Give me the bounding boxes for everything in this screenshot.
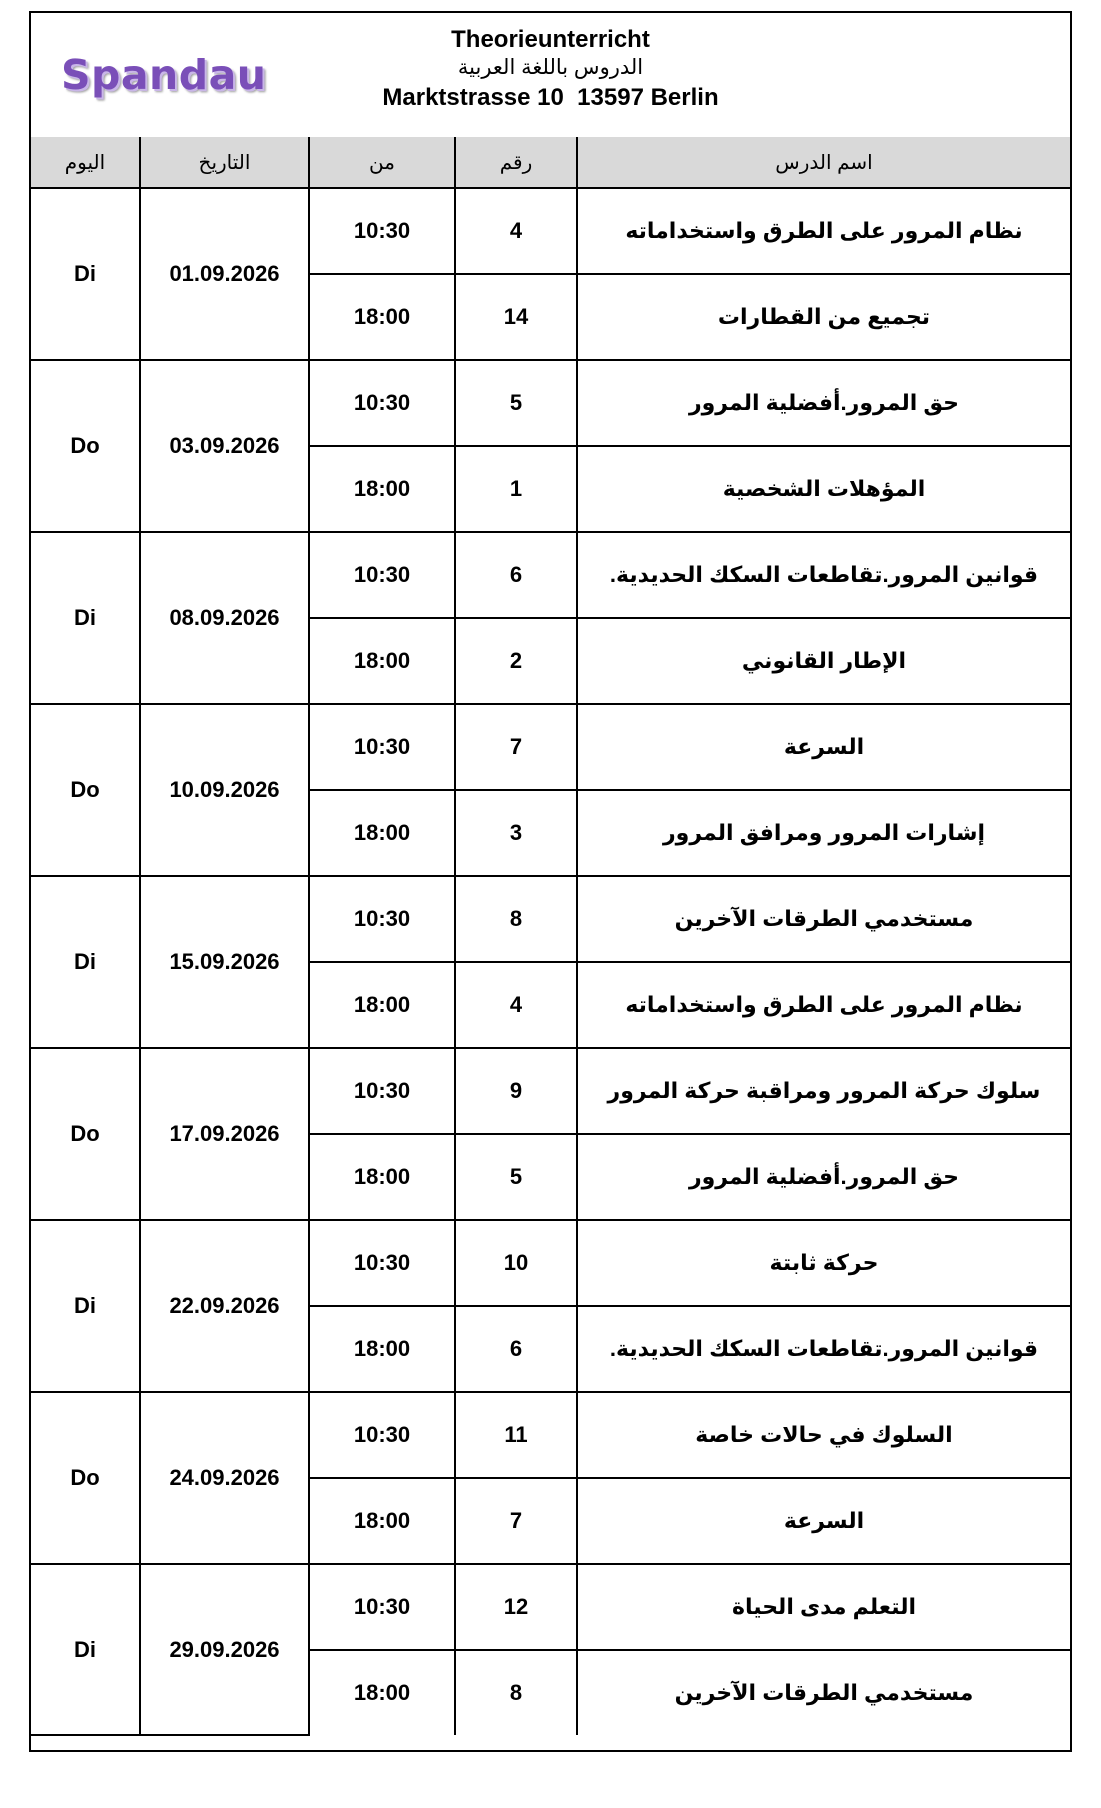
schedule-frame [29,11,1072,1752]
schedule-table [31,137,1070,1736]
day-cell: Di [31,1220,140,1392]
day-cell: Do [31,1048,140,1220]
column-header-time: من [309,137,455,188]
column-header-lesson: اسم الدرس [577,137,1070,188]
lesson-name-cell: التعلم مدى الحياة [577,1564,1070,1650]
lesson-number-cell: 6 [455,1306,577,1392]
schedule-body [31,188,1070,1735]
day-cell: Di [31,188,140,360]
lesson-name-cell: حق المرور.أفضلية المرور [577,360,1070,446]
date-cell: 08.09.2026 [140,532,309,704]
date-cell: 22.09.2026 [140,1220,309,1392]
time-cell: 18:00 [309,1650,455,1735]
lesson-name-cell: السرعة [577,1478,1070,1564]
time-cell: 18:00 [309,1306,455,1392]
day-cell: Do [31,1392,140,1564]
lesson-name-cell: المؤهلات الشخصية [577,446,1070,532]
lesson-name-cell: إشارات المرور ومرافق المرور [577,790,1070,876]
lesson-number-cell: 4 [455,962,577,1048]
lesson-number-cell: 6 [455,532,577,618]
time-cell: 18:00 [309,962,455,1048]
day-cell: Do [31,704,140,876]
lesson-number-cell: 2 [455,618,577,704]
lesson-number-cell: 3 [455,790,577,876]
lesson-name-cell: نظام المرور على الطرق واستخداماته [577,962,1070,1048]
table-row [31,188,1070,274]
table-row [31,1048,1070,1134]
lesson-name-cell: حركة ثابتة [577,1220,1070,1306]
time-cell: 10:30 [309,876,455,962]
lesson-name-cell: تجميع من القطارات [577,274,1070,360]
lesson-number-cell: 4 [455,188,577,274]
table-header-row [31,137,1070,188]
day-cell: Di [31,1564,140,1735]
lesson-number-cell: 10 [455,1220,577,1306]
lesson-number-cell: 7 [455,1478,577,1564]
lesson-name-cell: مستخدمي الطرقات الآخرين [577,876,1070,962]
lesson-number-cell: 8 [455,876,577,962]
time-cell: 18:00 [309,790,455,876]
lesson-number-cell: 7 [455,704,577,790]
table-row [31,876,1070,962]
table-row [31,532,1070,618]
lesson-number-cell: 8 [455,1650,577,1735]
time-cell: 10:30 [309,1220,455,1306]
time-cell: 18:00 [309,1134,455,1220]
lesson-name-cell: الإطار القانوني [577,618,1070,704]
lesson-number-cell: 5 [455,1134,577,1220]
lesson-name-cell: سلوك حركة المرور ومراقبة حركة المرور [577,1048,1070,1134]
lesson-number-cell: 9 [455,1048,577,1134]
date-cell: 24.09.2026 [140,1392,309,1564]
schedule-header [31,13,1070,139]
time-cell: 10:30 [309,1564,455,1650]
lesson-number-cell: 5 [455,360,577,446]
date-cell: 29.09.2026 [140,1564,309,1735]
date-cell: 15.09.2026 [140,876,309,1048]
lesson-name-cell: السلوك في حالات خاصة [577,1392,1070,1478]
page-subtitle: الدروس باللغة العربية [457,56,644,79]
lesson-name-cell: قوانين المرور.تقاطعات السكك الحديدية. [577,532,1070,618]
date-cell: 01.09.2026 [140,188,309,360]
address: Marktstrasse 10 13597 Berlin [382,84,719,111]
lesson-number-cell: 1 [455,446,577,532]
lesson-name-cell: قوانين المرور.تقاطعات السكك الحديدية. [577,1306,1070,1392]
date-cell: 03.09.2026 [140,360,309,532]
table-row [31,1564,1070,1650]
lesson-name-cell: نظام المرور على الطرق واستخداماته [577,188,1070,274]
time-cell: 18:00 [309,1478,455,1564]
date-cell: 17.09.2026 [140,1048,309,1220]
lesson-name-cell: السرعة [577,704,1070,790]
lesson-number-cell: 14 [455,274,577,360]
time-cell: 18:00 [309,274,455,360]
spandau-logo: Spandau [61,51,267,99]
page-title: Theorieunterricht [451,26,650,53]
time-cell: 10:30 [309,532,455,618]
time-cell: 10:30 [309,360,455,446]
table-row [31,1220,1070,1306]
time-cell: 10:30 [309,1048,455,1134]
column-header-date: التاريخ [140,137,309,188]
table-row [31,360,1070,446]
lesson-number-cell: 12 [455,1564,577,1650]
title-block [31,25,1070,115]
day-cell: Di [31,876,140,1048]
table-row [31,704,1070,790]
day-cell: Do [31,360,140,532]
time-cell: 18:00 [309,446,455,532]
time-cell: 10:30 [309,704,455,790]
time-cell: 18:00 [309,618,455,704]
lesson-name-cell: مستخدمي الطرقات الآخرين [577,1650,1070,1735]
day-cell: Di [31,532,140,704]
lesson-name-cell: حق المرور.أفضلية المرور [577,1134,1070,1220]
lesson-number-cell: 11 [455,1392,577,1478]
time-cell: 10:30 [309,1392,455,1478]
table-row [31,1392,1070,1478]
time-cell: 10:30 [309,188,455,274]
column-header-number: رقم [455,137,577,188]
column-header-day: اليوم [31,137,140,188]
date-cell: 10.09.2026 [140,704,309,876]
